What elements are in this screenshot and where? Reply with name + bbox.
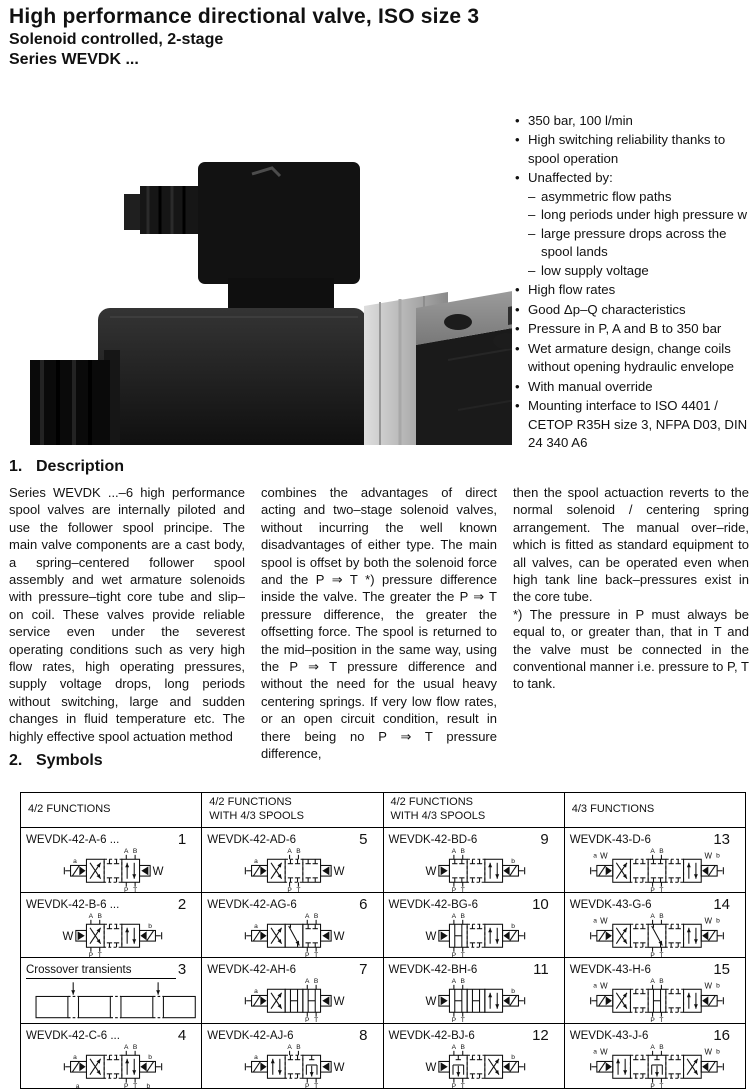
svg-text:W: W [152,866,164,879]
svg-text:W: W [333,996,345,1009]
svg-text:W: W [62,931,74,944]
section-1-number: 1. [9,458,23,475]
svg-text:B: B [296,1044,301,1052]
symbols-column-header: 4/2 FUNCTIONS WITH 4/3 SPOOLS [383,793,564,828]
svg-text:P: P [451,952,456,957]
svg-text:W: W [704,916,712,926]
feature-item: • 350 bar, 100 l/min [514,112,753,130]
svg-text:A: A [305,913,310,921]
symbol-label: WEVDK-42-C-6 ... [26,1030,120,1042]
valve-symbol [207,1042,381,1088]
symbol-cell [383,1024,564,1089]
svg-text:P: P [287,887,293,892]
svg-text:B: B [658,978,664,986]
svg-text:W: W [704,851,712,861]
svg-text:A: A [451,913,456,921]
svg-text:T: T [314,1083,319,1088]
svg-text:a: a [254,987,259,995]
svg-text:P: P [650,887,655,892]
svg-text:P: P [451,1083,456,1088]
description-col-3-text: then the spool actuaction reverts to the normal solenoid / centering spring arrangement. The manual over–ride, which is fitted as standard equipment to all valves, can be operated even when high tank line back–pressures exist in the core tube. [513,485,749,605]
svg-text:T: T [659,887,664,892]
svg-text:a: a [75,1083,80,1088]
svg-text:b: b [715,1048,720,1056]
feature-list [514,112,753,454]
symbol-label: WEVDK-43-D-6 [569,834,651,846]
svg-text:B: B [658,913,664,921]
svg-text:T: T [460,887,465,892]
symbol-number: 7 [359,961,368,978]
svg-text:P: P [305,1083,310,1088]
symbol-label: Crossover transients [26,964,176,979]
symbol-number: 8 [359,1027,368,1044]
section-2-heading [9,752,103,770]
symbol-label: WEVDK-42-BD-6 [388,834,478,846]
svg-text:B: B [460,848,465,856]
section-1-title: Description [36,458,125,475]
title-block [9,5,747,70]
feature-sublist [528,188,753,280]
svg-text:a: a [592,917,597,925]
page-subtitle-controlled: Solenoid controlled, 2-stage [9,31,224,49]
symbol-label: WEVDK-43-H-6 [569,964,651,976]
symbol-label: WEVDK-42-BG-6 [388,899,478,911]
symbol-number: 4 [177,1027,187,1044]
svg-text:T: T [659,952,664,957]
svg-text:A: A [305,978,310,986]
page-title: High performance directional valve, ISO size 3 [9,5,480,28]
valve-symbol [207,846,381,892]
svg-text:A: A [287,848,293,856]
svg-text:W: W [333,866,345,879]
footnote: *) The pressure in P must always be equal to, or greater than, that in T and the valve must be connected in the conventional manner i.e. pressure to P, T to tank. [513,606,749,692]
symbol-number: 16 [713,1027,730,1044]
svg-text:b: b [715,852,720,860]
svg-text:T: T [97,952,102,957]
svg-text:A: A [650,848,655,856]
symbol-cell [564,828,745,893]
section-2-title: Symbols [36,752,103,769]
feature-item: • Wet armature design, change coils without opening hydraulic envelope [514,340,753,377]
svg-text:a: a [73,1053,77,1061]
feature-subitem: – large pressure drops across the spool lands [528,225,753,262]
symbol-cell [564,958,745,1024]
crossover-symbol [26,977,200,1023]
symbol-label: WEVDK-42-B-6 ... [26,899,120,911]
svg-text:B: B [132,1044,138,1052]
svg-text:W: W [424,866,436,879]
valve-symbol [570,846,744,892]
feature-item: • High switching reliability thanks to spool operation [514,131,753,168]
svg-text:a: a [592,1048,597,1056]
svg-text:W: W [599,851,608,861]
symbols-column-header: 4/2 FUNCTIONS WITH 4/3 SPOOLS [202,793,383,828]
svg-text:b: b [510,987,515,995]
symbol-number: 5 [359,831,368,848]
svg-text:B: B [460,913,465,921]
svg-text:B: B [314,913,319,921]
svg-text:W: W [599,916,608,926]
svg-text:a: a [254,922,259,930]
svg-text:T: T [460,1083,465,1088]
symbols-table-row [21,1024,746,1089]
svg-text:A: A [451,848,456,856]
symbol-number: 15 [713,961,730,978]
symbol-cell [383,828,564,893]
feature-subitem: – low supply voltage [528,262,753,280]
svg-text:T: T [659,1083,664,1088]
svg-text:b: b [510,1053,515,1061]
symbol-number: 10 [532,896,549,913]
symbol-label: WEVDK-42-AH-6 [207,964,297,976]
description-columns [9,484,749,763]
feature-subitem: – long periods under high pressure w [528,206,753,224]
feature-item: • Unaffected by: – asymmetric flow paths – long periods under high pressure w – large pressure drops across the spool lands – low supply voltage [514,169,753,280]
section-2-number: 2. [9,752,23,769]
svg-text:W: W [704,981,712,991]
svg-text:W: W [333,1062,345,1075]
svg-text:T: T [460,952,465,957]
symbol-number: 13 [713,831,730,848]
svg-text:B: B [296,848,301,856]
symbol-number: 1 [177,831,187,848]
svg-text:P: P [305,952,310,957]
symbols-table-row [21,893,746,958]
symbol-label: WEVDK-42-A-6 ... [26,834,120,846]
svg-text:b: b [510,922,515,930]
valve-symbol [389,976,563,1022]
symbol-number: 2 [177,896,187,913]
svg-text:T: T [659,1017,664,1022]
svg-text:T: T [460,1017,465,1022]
svg-text:P: P [650,1083,655,1088]
svg-text:a: a [254,1053,259,1061]
valve-symbol [207,911,381,957]
symbol-label: WEVDK-42-BH-6 [388,964,478,976]
svg-text:A: A [650,1044,655,1052]
svg-text:a: a [73,857,77,865]
svg-text:P: P [305,1017,310,1022]
svg-text:a: a [254,857,259,865]
valve-photo-illustration [28,110,512,445]
svg-text:B: B [314,978,319,986]
valve-symbol [389,846,563,892]
symbol-number: 14 [713,896,730,913]
symbol-cell [564,1024,745,1089]
svg-text:A: A [650,913,655,921]
svg-text:B: B [97,913,102,921]
svg-text:B: B [460,1044,465,1052]
symbol-cell [21,828,202,893]
valve-symbol [26,1042,200,1088]
svg-text:P: P [124,887,129,892]
page-subtitle-series: Series WEVDK ... [9,51,139,69]
symbol-cell [202,828,383,893]
symbol-cell [202,1024,383,1089]
svg-text:b: b [715,982,720,990]
symbol-label: WEVDK-43-J-6 [569,1030,649,1042]
symbol-cell [202,958,383,1024]
svg-text:W: W [704,1047,712,1057]
svg-text:B: B [658,1044,664,1052]
svg-text:W: W [599,1047,608,1057]
symbol-number: 12 [532,1027,549,1044]
svg-text:A: A [287,1044,293,1052]
valve-symbol [570,911,744,957]
feature-item: • High flow rates [514,281,753,299]
svg-text:W: W [599,981,608,991]
svg-text:W: W [424,1062,436,1075]
feature-subitem: – asymmetric flow paths [528,188,753,206]
valve-symbol [26,846,200,892]
symbol-label: WEVDK-42-AJ-6 [207,1030,294,1042]
svg-text:A: A [88,913,94,921]
svg-text:A: A [650,978,655,986]
valve-symbol [570,1042,744,1088]
symbol-label: WEVDK-42-AG-6 [207,899,297,911]
symbols-column-header: 4/2 FUNCTIONS [21,793,202,828]
svg-text:P: P [124,1083,129,1088]
symbol-cell [202,893,383,958]
svg-text:A: A [124,848,129,856]
svg-text:A: A [451,978,456,986]
description-col-3 [513,484,749,763]
symbol-label: WEVDK-42-AD-6 [207,834,297,846]
feature-item: • Mounting interface to ISO 4401 / CETOP R35H size 3, NFPA D03, DIN 24 340 A6 [514,397,753,452]
svg-text:b: b [148,1053,152,1061]
valve-symbol [570,976,744,1022]
symbol-label: WEVDK-42-BJ-6 [388,1030,475,1042]
svg-text:P: P [451,1017,456,1022]
svg-text:P: P [88,952,94,957]
svg-text:A: A [451,1044,456,1052]
symbol-cell [21,958,202,1024]
svg-text:b: b [146,1083,151,1088]
svg-text:T: T [314,952,319,957]
feature-item: • Pressure in P, A and B to 350 bar [514,320,753,338]
feature-item: • Good Δp–Q characteristics [514,301,753,319]
valve-symbol [207,976,381,1022]
product-photo [28,110,512,445]
valve-symbol [389,1042,563,1088]
svg-text:b: b [715,917,720,925]
symbols-table-row [21,828,746,893]
svg-text:B: B [460,978,465,986]
description-col-2: combines the advantages of direct acting and two–stage solenoid valves, without incurring the well known disadvantages of either type. The main spool is offset by both the solenoid force and the P ⇒ T *) pressure difference inside the valve. The greater the P ⇒ T pressure difference, the greater the offsetting force. The spool is returned to the mid–position in the same way, using the P ⇒ T pressure difference and without the need for the usual heavy centering springs. If very low flow rates, or an open circuit condition, result in there being no P ⇒ T pressure difference, [261,485,497,762]
symbol-cell [21,1024,202,1089]
symbol-cell [383,893,564,958]
svg-text:T: T [296,887,301,892]
symbol-number: 6 [359,896,368,913]
symbol-cell [21,893,202,958]
symbol-number: 9 [540,831,549,848]
svg-text:P: P [650,952,655,957]
svg-text:P: P [650,1017,655,1022]
description-col-1: Series WEVDK ...–6 high performance spool valves are internally piloted and use the follower spool principe. The main valve components are a cast body, a spring–centered follower spool assembly and wet armature solenoids with pressure–tight core tube and slip–on coil. These valves provide reliable service even under the severest operating conditions such as very high flow rates, high operating pressures, supply voltage drops, long periods without switching, large and sudden changes in fluid temperature etc. The highly effective spool actuation method [9,485,245,744]
svg-text:T: T [133,1083,138,1088]
feature-item: • With manual override [514,378,753,396]
svg-text:T: T [314,1017,319,1022]
symbol-cell [383,958,564,1024]
symbol-number: 11 [533,961,549,978]
valve-symbol [26,911,200,957]
symbol-cell [564,893,745,958]
svg-text:a: a [592,982,597,990]
svg-text:P: P [451,887,456,892]
svg-text:A: A [124,1044,129,1052]
svg-text:T: T [133,887,138,892]
svg-text:B: B [658,848,664,856]
symbol-label: WEVDK-43-G-6 [569,899,652,911]
symbols-table-row [21,958,746,1024]
section-1-heading [9,458,124,476]
symbols-table [20,792,746,1089]
svg-text:b: b [510,857,515,865]
svg-text:B: B [132,848,138,856]
svg-text:a: a [592,852,597,860]
symbols-column-header: 4/3 FUNCTIONS [564,793,745,828]
valve-symbol [389,911,563,957]
svg-text:W: W [333,931,345,944]
svg-text:W: W [424,996,436,1009]
svg-text:W: W [424,931,436,944]
svg-text:b: b [148,922,152,930]
symbol-number: 3 [177,961,187,978]
